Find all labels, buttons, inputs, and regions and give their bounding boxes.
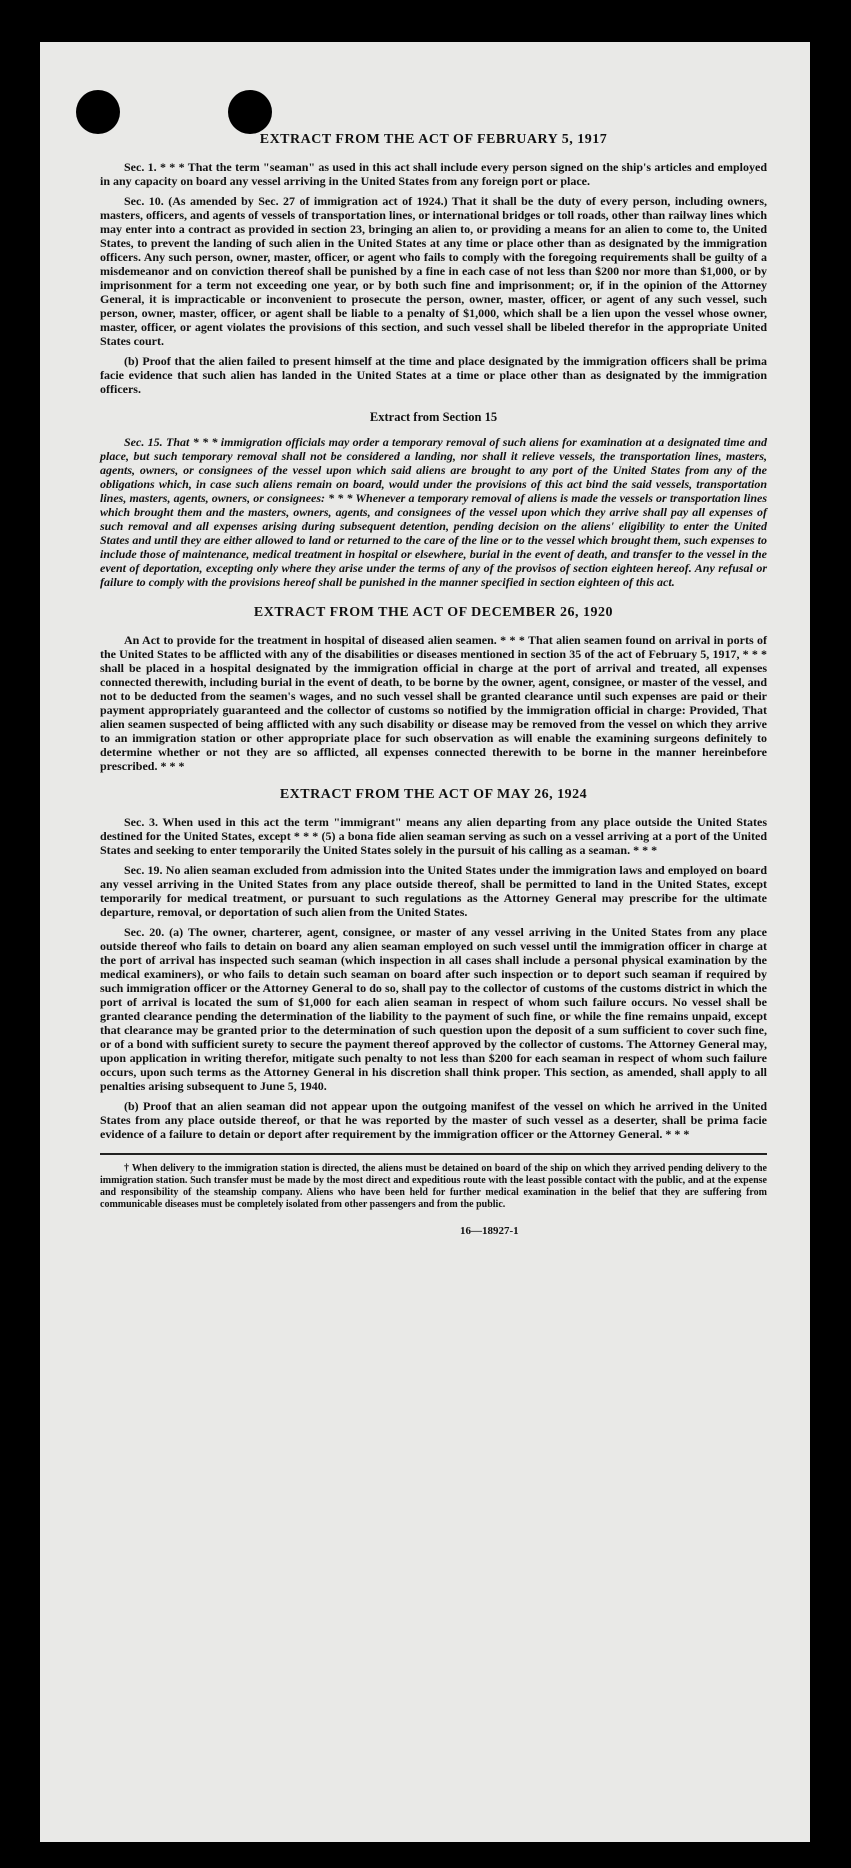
- footnote-text: † When delivery to the immigration station is directed, the aliens must be detained on board of the ship on which they arrived pending delivery to the immigration station. Such transfer must be made by the most direct and expeditious route with the least possible contact with the public, and at the expense and responsibility of the steamship company. Aliens who have been held for further medical examination in the belief that they are suffering from communicable diseases must be completely isolated from other passengers and from the public.: [100, 1163, 767, 1210]
- sec-20b-paragraph: (b) Proof that an alien seaman did not appear upon the outgoing manifest of the vessel on which he arrived in the United States from any place outside thereof, or that he was reported by the master of such vessel as a deserter, shall be prima facie evidence of a failure to detain or deport after requirement by the immigration officer or the Attorney General. * * *: [100, 1099, 767, 1141]
- heading-1920: EXTRACT FROM THE ACT OF DECEMBER 26, 1920: [253, 605, 614, 620]
- footnote: [100, 1163, 767, 1211]
- act-1920-paragraph: An Act to provide for the treatment in hospital of diseased alien seamen. * * * That alien seamen found on arrival in ports of the United States to be afflicted with any of the disabilities or diseases mentioned in section 35 of the act of February 5, 1917, * * * shall be placed in a hospital designated by the immigration official in charge at the port of arrival and treated, all expenses connected therewith, including burial in the event of death, to be borne by the owner, agent, consignee, or master of the vessel, and not to be deducted from the seamen's wages, and no such vessel shall be granted clearance until such expenses are paid or their payment appropriately guaranteed and the collector of customs so notified by the immigration official in charge: Provided, That alien seamen suspected of being afflicted with any such disability or disease may be removed from the vessel on which they arrive to an immigration station or other appropriate place for such observation as will enable the examining surgeons definitely to determine whether or not they are so afflicted, all expenses connected therewith to be borne in the manner hereinbefore prescribed. * * *: [100, 633, 767, 773]
- punch-hole: [228, 90, 272, 134]
- punch-hole: [76, 90, 120, 134]
- document-page: [40, 42, 810, 1842]
- sec-19-paragraph: Sec. 19. No alien seaman excluded from admission into the United States under the immigration laws and employed on board any vessel arriving in the United States from any place outside thereof, shall be permitted to land in the United States, except temporarily for medical treatment, or pursuant to such regulations as the Attorney General may prescribe for the ultimate departure, removal, or deportation of such alien from the United States.: [100, 863, 767, 919]
- sec-10-paragraph: Sec. 10. (As amended by Sec. 27 of immigration act of 1924.) That it shall be the duty of every person, including owners, masters, officers, and agents of vessels of transportation lines, or international bridges or toll roads, other than railway lines which may enter into a contract as provided in section 23, bringing an alien to, or providing a means for an alien to come to, the United States, to prevent the landing of such alien in the United States at any time or place other than as designated by the immigration officers. Any such person, owner, master, officer, or agent who fails to comply with the foregoing requirements shall be guilty of a misdemeanor and on conviction thereof shall be punished by a fine in each case of not less than $200 nor more than $1,000, or by imprisonment for a term not exceeding one year, or by both such fine and imprisonment; or, if in the opinion of the Attorney General, it is impracticable or inconvenient to prosecute the person, owner, master, officer, or agent of any such vessel, such person, owner, master, officer, or agent shall be liable to a penalty of $1,000, which shall be a lien upon the vessel whose owner, master, officer, or agent violates the provisions of this section, and such vessel shall be libeled therefor in the appropriate United States court.: [100, 194, 767, 348]
- footnote-divider: [100, 1153, 767, 1155]
- sec-15-paragraph: Sec. 15. That * * * immigration officials may order a temporary removal of such aliens for examination at a designated time and place, but such temporary removal shall not be considered a landing, nor shall it relieve vessels, the transportation lines, masters, agents, owners, or consignees of the vessel upon which said aliens are brought to any port of the United States from any of the obligations which, in case such aliens remain on board, would under the provisions of this act bind the said vessels, transportation lines, masters, agents, owners, or consignees: * * * Whenever a temporary removal of aliens is made the vessels or transportation lines which brought them and the masters, owners, agents, and consignees of the vessel upon which they arrive shall pay all expenses of such removal and all expenses arising during subsequent detention, pending decision on the aliens' eligibility to enter the United States and until they are either allowed to land or returned to the care of the line or to the vessel which brought them, such expenses to include those of maintenance, medical treatment in hospital or elsewhere, burial in the event of death, and transfer to the vessel in the event of deportation, excepting only where they arise under the terms of any of the provisos of section eighteen hereof. Any refusal or failure to comply with the provisions hereof shall be punished in the manner specified in section eighteen of this act.: [100, 435, 767, 589]
- heading-1924: EXTRACT FROM THE ACT OF MAY 26, 1924: [279, 787, 588, 802]
- document-body: [100, 132, 767, 1237]
- form-number: 16—18927-1: [460, 1225, 519, 1237]
- sec-10b-paragraph: (b) Proof that the alien failed to present himself at the time and place designated by the immigration officers shall be prima facie evidence that such alien has landed in the United States at a time or place other than as designated by the immigration officers.: [100, 354, 767, 396]
- sec-20a-paragraph: Sec. 20. (a) The owner, charterer, agent, consignee, or master of any vessel arriving in the United States from any place outside thereof who fails to detain on board any alien seaman employed on such vessel until the immigration officer in charge at the port of arrival has inspected such seaman (which inspection in all cases shall include a personal physical examination by the medical examiners), or who fails to detain such seaman on board after such inspection or to deport such seaman if required by such immigration officer or the Attorney General to do so, shall pay to the collector of customs of the customs district in which the port of arrival is located the sum of $1,000 for each alien seaman in respect of whom such failure occurs. No vessel shall be granted clearance pending the determination of the liability to the payment of such fine, or while the fine remains unpaid, except that clearance may be granted prior to the determination of such question upon the deposit of a sum sufficient to cover such fine, or of a bond with sufficient surety to secure the payment thereof approved by the collector of customs. The Attorney General may, upon application in writing therefor, mitigate such penalty to not less than $200 for each seaman in respect of whom such failure occurs, upon such terms as the Attorney General in his discretion shall think proper. This section, as amended, shall apply to all penalties arising subsequent to June 5, 1940.: [100, 925, 767, 1093]
- sec-3-paragraph: Sec. 3. When used in this act the term "immigrant" means any alien departing from any place outside the United States destined for the United States, except * * * (5) a bona fide alien seaman serving as such on a vessel arriving at a port of the United States and seeking to enter temporarily the United States solely in the pursuit of his calling as a seaman. * * *: [100, 815, 767, 857]
- heading-section-15: Extract from Section 15: [369, 410, 498, 424]
- sec-1-paragraph: Sec. 1. * * * That the term "seaman" as used in this act shall include every person signed on the ship's articles and employed in any capacity on board any vessel arriving in the United States from any foreign port or place.: [100, 160, 767, 188]
- heading-1917: EXTRACT FROM THE ACT OF FEBRUARY 5, 1917: [259, 132, 608, 147]
